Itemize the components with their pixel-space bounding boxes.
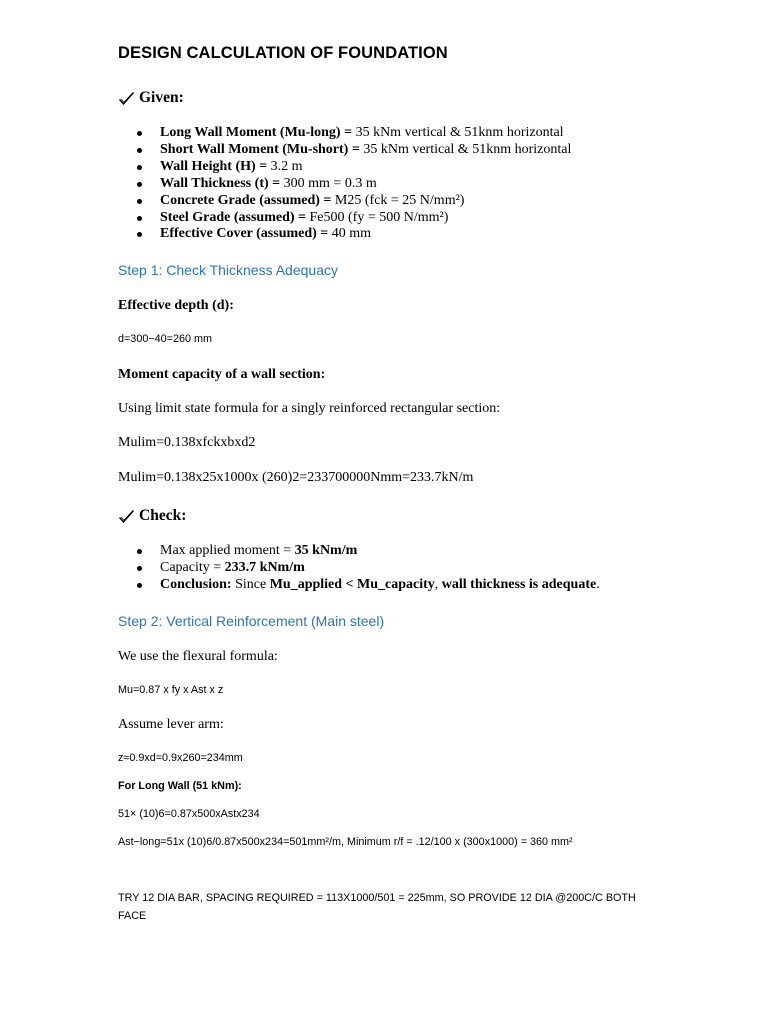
z-formula: z≈0.9xd=0.9x260=234mm xyxy=(118,752,243,764)
long-wall-equation: 51× (10)6=0.87x500xAstx234 xyxy=(118,808,260,820)
item-value: 233.7 kNm/m xyxy=(224,559,305,575)
list-item xyxy=(140,193,551,210)
item-value: Fe500 (fy = 500 N/mm²) xyxy=(306,209,449,225)
item-value: 35 kNm vertical & 51knm horizontal xyxy=(359,141,572,157)
item-value: M25 (fck = 25 N/mm²) xyxy=(331,192,465,208)
effective-depth-label: Effective depth (d): xyxy=(118,298,234,313)
list-item xyxy=(140,125,564,142)
item-label: Concrete Grade (assumed) = xyxy=(160,192,332,208)
check-heading-label: Check: xyxy=(139,507,187,524)
given-list xyxy=(140,125,572,243)
item-label: Wall Height (H) = xyxy=(160,158,268,174)
limit-state-text: Using limit state formula for a singly reinforced rectangular section: xyxy=(118,401,501,416)
list-item xyxy=(140,226,551,243)
item-text: Since xyxy=(231,576,270,592)
check-icon xyxy=(118,509,135,524)
given-heading xyxy=(118,89,184,107)
flexural-text: We use the flexural formula: xyxy=(118,649,278,664)
item-text: Conclusion: xyxy=(160,576,232,592)
given-heading-label: Given: xyxy=(139,89,184,106)
check-list xyxy=(140,543,600,594)
step2-heading: Step 2: Vertical Reinforcement (Main steel) xyxy=(118,613,385,629)
item-text: Capacity = xyxy=(160,559,225,575)
document-title: DESIGN CALCULATION OF FOUNDATION xyxy=(118,44,448,62)
item-label: Wall Thickness (t) = xyxy=(160,175,281,191)
list-item xyxy=(140,210,551,227)
list-item xyxy=(140,141,572,159)
item-label: Effective Cover (assumed) = xyxy=(160,226,329,242)
item-text: wall thickness is adequate xyxy=(441,576,597,592)
list-item xyxy=(140,576,600,594)
item-text: Max applied moment = xyxy=(160,543,295,558)
item-value: 35 kNm vertical & 51knm horizontal xyxy=(352,125,564,140)
effective-depth-formula: d=300−40=260 mm xyxy=(118,333,212,345)
list-item xyxy=(140,176,551,193)
moment-capacity-label: Moment capacity of a wall section: xyxy=(118,367,326,382)
item-label: Long Wall Moment (Mu-long) = xyxy=(160,125,353,140)
lever-arm-text: Assume lever arm: xyxy=(118,717,224,732)
try-bar-note: TRY 12 DIA BAR, SPACING REQUIRED = 113X1000/501 = 225mm, SO PROVIDE 12 DIA @200C/C BOTH FACE xyxy=(118,892,636,922)
check-heading xyxy=(118,507,186,525)
long-wall-label: For Long Wall (51 kNm): xyxy=(118,780,242,792)
item-value: 35 kNm/m xyxy=(294,543,358,558)
check-icon xyxy=(118,91,135,106)
list-item xyxy=(140,543,580,560)
item-text: , xyxy=(434,576,442,592)
list-item xyxy=(140,159,551,176)
item-value: 3.2 m xyxy=(267,158,303,174)
list-item xyxy=(140,560,580,577)
item-text: . xyxy=(596,576,600,592)
item-text: Mu_applied < Mu_capacity xyxy=(269,576,435,592)
mulim-formula: Mulim=0.138xfckxbxd2 xyxy=(118,435,256,450)
step1-heading: Step 1: Check Thickness Adequacy xyxy=(118,262,338,278)
ast-long-calculation: Ast−long=51x (10)6/0.87x500x234=501mm²/m, Minimum r/f = .12/100 x (300x1000) = 360 mm² xyxy=(118,836,573,848)
mulim-calculation: Mulim=0.138x25x1000x (260)2=233700000Nmm=233.7kN/m xyxy=(118,470,474,485)
mu-formula: Mu=0.87 x fy x Ast x z xyxy=(118,684,224,696)
item-label: Steel Grade (assumed) = xyxy=(160,209,307,225)
item-value: 40 mm xyxy=(328,226,372,242)
item-value: 300 mm = 0.3 m xyxy=(280,175,377,191)
item-label: Short Wall Moment (Mu-short) = xyxy=(160,141,360,157)
